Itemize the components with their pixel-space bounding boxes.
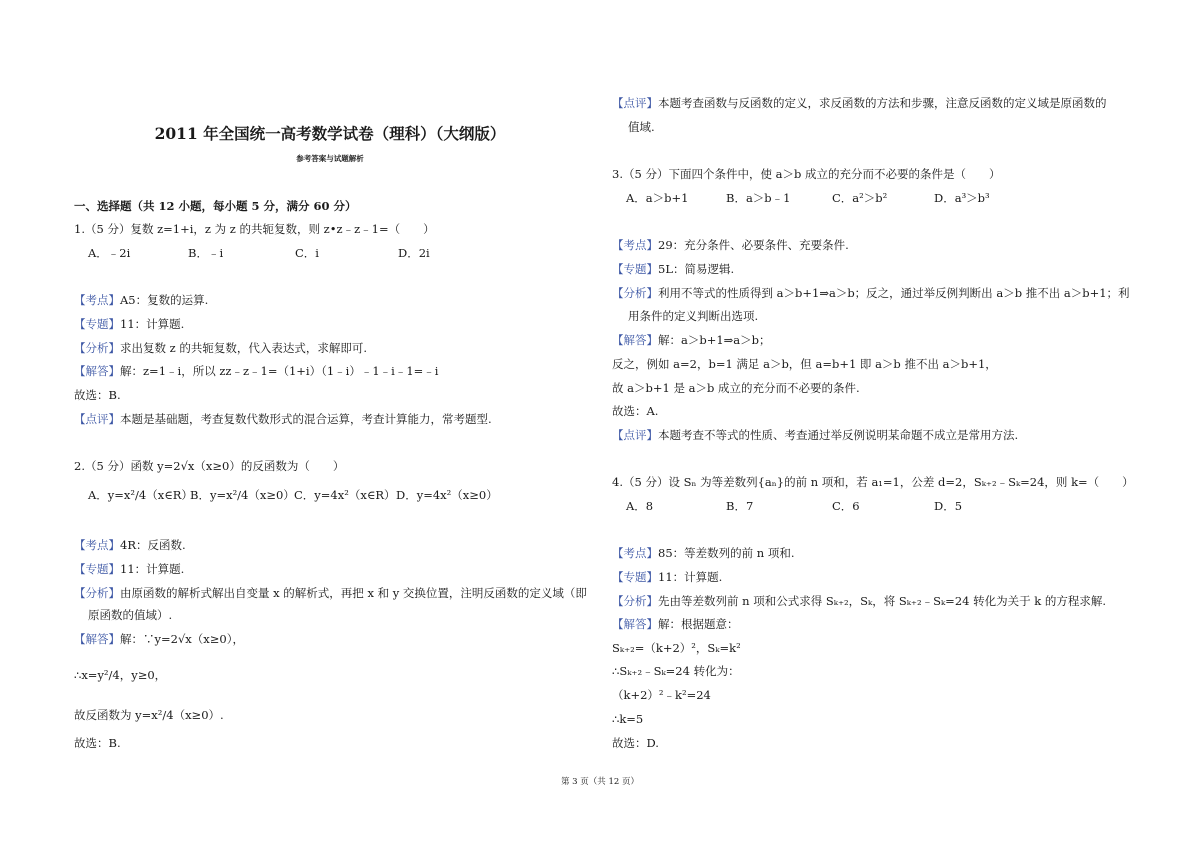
sqrt-x: √x — [180, 459, 195, 473]
q4-line4: ∴k=5 — [612, 712, 644, 726]
q3-option-c: C．a²＞b² — [832, 191, 888, 205]
q3-fenxi: 【分析】利用不等式的性质得到 a＞b+1⇒a＞b；反之，通过举反例判断出 a＞b 推不出 a＞b+1；利 — [612, 286, 1130, 300]
q2-option-c: C．y=4x²（x∈R） — [294, 488, 396, 502]
q1-option-b: B．﹣i — [188, 246, 224, 260]
q3-option-d: D．a³＞b³ — [934, 191, 990, 205]
q1-stem: 1.（5 分）复数 z=1+i，z 为 z 的共轭复数，则 z•z﹣z﹣1=（ ） — [74, 222, 435, 236]
q4-option-c: C．6 — [832, 499, 860, 513]
page-footer: 第 3 页（共 12 页） — [560, 777, 640, 787]
page-subtitle: 参考答案与试题解析 — [296, 154, 364, 163]
q1-jieda: 【解答】解：z=1﹣i，所以 zz﹣z﹣1=（1+i）（1﹣i）﹣1﹣i﹣1=﹣i — [74, 364, 439, 378]
q2-kaodian: 【考点】4R：反函数. — [74, 538, 186, 552]
q3-dianping: 【点评】本题考查不等式的性质、考查通过举反例说明某命题不成立是常用方法. — [612, 428, 1019, 442]
tag-dianping: 【点评】 — [74, 412, 120, 426]
q4-jieda: 【解答】解：根据题意： — [612, 617, 739, 631]
q2-dianping: 【点评】本题考查函数与反函数的定义，求反函数的方法和步骤，注意反函数的定义域是原函数的 — [612, 96, 1107, 110]
q3-option-b: B．a＞b﹣1 — [726, 191, 791, 205]
q1-option-a: A．﹣2i — [88, 246, 131, 260]
q4-option-a: A．8 — [626, 499, 654, 513]
q2-step2: 故反函数为 y=x²/4（x≥0）. — [74, 708, 224, 722]
q3-fenxi-cont: 用条件的定义判断出选项. — [628, 309, 759, 323]
q1-fenxi: 【分析】求出复数 z 的共轭复数，代入表达式，求解即可. — [74, 341, 368, 355]
q4-kaodian: 【考点】85：等差数列的前 n 项和. — [612, 546, 795, 560]
q2-option-d: D．y=4x²（x≥0） — [396, 488, 498, 502]
section-heading: 一、选择题（共 12 小题，每小题 5 分，满分 60 分） — [74, 199, 357, 213]
tag-fenxi: 【分析】 — [74, 341, 120, 355]
q3-line2: 故 a＞b+1 是 a＞b 成立的充分而不必要的条件. — [612, 381, 860, 395]
q2-zhuanti: 【专题】11：计算题. — [74, 562, 185, 576]
q2-option-a: A．y=x²/4（x∈R） — [88, 488, 193, 502]
q3-jieda: 【解答】解：a＞b+1⇒a＞b； — [612, 333, 771, 347]
q2-dianping-cont: 值域. — [628, 120, 655, 134]
q4-zhuanti: 【专题】11：计算题. — [612, 570, 723, 584]
q1-option-d: D．2i — [398, 246, 430, 260]
q1-option-c: C．i — [295, 246, 319, 260]
q3-option-a: A．a＞b+1 — [626, 191, 689, 205]
q3-zhuanti: 【专题】5L：简易逻辑. — [612, 262, 735, 276]
q3-line1: 反之，例如 a=2，b=1 满足 a＞b，但 a=b+1 即 a＞b 推不出 a＞b+1， — [612, 357, 997, 371]
tag-jieda: 【解答】 — [74, 364, 120, 378]
q3-answer: 故选：A. — [612, 404, 659, 418]
q2-fenxi-cont: 原函数的值域）. — [88, 608, 173, 622]
q2-answer: 故选：B. — [74, 736, 121, 750]
q4-answer: 故选：D. — [612, 736, 659, 750]
q2-step1: ∴x=y²/4，y≥0， — [74, 668, 167, 682]
q4-option-b: B．7 — [726, 499, 754, 513]
q3-kaodian: 【考点】29：充分条件、必要条件、充要条件. — [612, 238, 849, 252]
q4-stem: 4.（5 分）设 Sₙ 为等差数列{aₙ}的前 n 项和，若 a₁=1，公差 d=2，Sₖ₊₂﹣Sₖ=24，则 k=（ ） — [612, 475, 1134, 489]
q2-stem: 2.（5 分）函数 y=2√x（x≥0）的反函数为（ ） — [74, 459, 345, 473]
tag-zhuanti: 【专题】 — [74, 317, 120, 331]
q4-line1: Sₖ₊₂=（k+2）²，Sₖ=k² — [612, 641, 741, 655]
q1-answer: 故选：B. — [74, 388, 121, 402]
q1-dianping: 【点评】本题是基础题，考查复数代数形式的混合运算，考查计算能力，常考题型. — [74, 412, 492, 426]
q2-jieda: 【解答】解：∵y=2√x（x≥0）， — [74, 632, 244, 646]
tag-kaodian: 【考点】 — [74, 293, 120, 307]
q4-line2: ∴Sₖ₊₂﹣Sₖ=24 转化为： — [612, 664, 740, 678]
q2-fenxi: 【分析】由原函数的解析式解出自变量 x 的解析式，再把 x 和 y 交换位置，注明反函数的定义域（即 — [74, 586, 587, 600]
q4-line3: （k+2）²﹣k²=24 — [612, 688, 711, 702]
page-title: 2011 年全国统一高考数学试卷（理科）（大纲版） — [154, 124, 506, 143]
q2-option-b: B．y=x²/4（x≥0） — [190, 488, 295, 502]
q1-kaodian: 【考点】A5：复数的运算. — [74, 293, 209, 307]
q1-zhuanti: 【专题】11：计算题. — [74, 317, 185, 331]
q4-option-d: D．5 — [934, 499, 963, 513]
q4-fenxi: 【分析】先由等差数列前 n 项和公式求得 Sₖ₊₂，Sₖ，将 Sₖ₊₂﹣Sₖ=24 转化为关于 k 的方程求解. — [612, 594, 1107, 608]
q3-stem: 3.（5 分）下面四个条件中，使 a＞b 成立的充分而不必要的条件是（ ） — [612, 167, 1001, 181]
